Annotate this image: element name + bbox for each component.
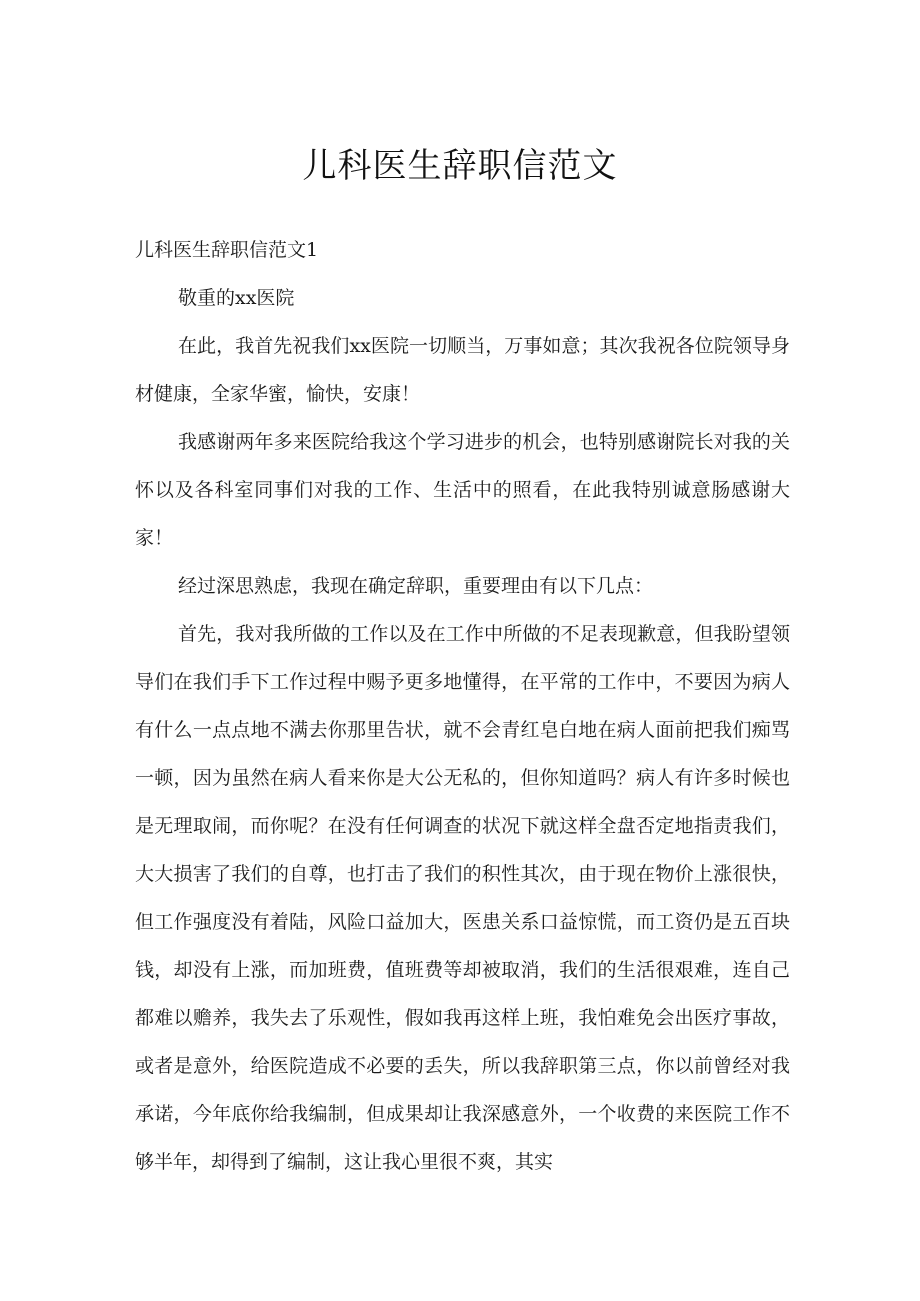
document-title: 儿科医生辞职信范文 [302,146,618,186]
section-heading: 儿科医生辞职信范文1 [135,239,319,261]
paragraph-greeting: 在此，我首先祝我们xx医院一切顺当，万事如意；其次我祝各位院领导身材健康，全家华蜜，愉快，安康！ [135,335,790,405]
document-body [135,226,790,1186]
paragraph-reasons: 首先，我对我所做的工作以及在工作中所做的不足表现歉意，但我盼望领导们在我们手下工作过程中赐予更多地懂得，在平常的工作中，不要因为病人有什么一点点地不满去你那里告状，就不会青红皂白地在病人面前把我们痴骂一顿，因为虽然在病人看来你是大公无私的，但你知道吗？病人有许多时候也是无理取闹，而你呢？在没有任何调查的状况下就这样全盘否定地指责我们，大大损害了我们的自尊，也打击了我们的积性其次，由于现在物价上涨很快，但工作强度没有着陆，风险口益加大，医患关系口益惊慌，而工资仍是五百块钱，却没有上涨，而加班费，值班费等却被取消，我们的生活很艰难，连自己都难以赡养，我失去了乐观性，假如我再这样上班，我怕难免会出医疗事故，或者是意外，给医院造成不必要的丢失，所以我辞职第三点，你以前曾经对我承诺，今年底你给我编制，但成果却让我深感意外，一个收费的来医院工作不够半年，却得到了编制，这让我心里很不爽，其实 [135,623,790,1173]
paragraph-decision: 经过深思熟虑，我现在确定辞职，重要理由有以下几点： [178,575,654,597]
salutation: 敬重的xx医院 [178,287,295,309]
paragraph-thanks: 我感谢两年多来医院给我这个学习进步的机会，也特别感谢院长对我的关怀以及各科室同事们对我的工作、生活中的照看，在此我特别诚意肠感谢大家！ [135,431,790,549]
